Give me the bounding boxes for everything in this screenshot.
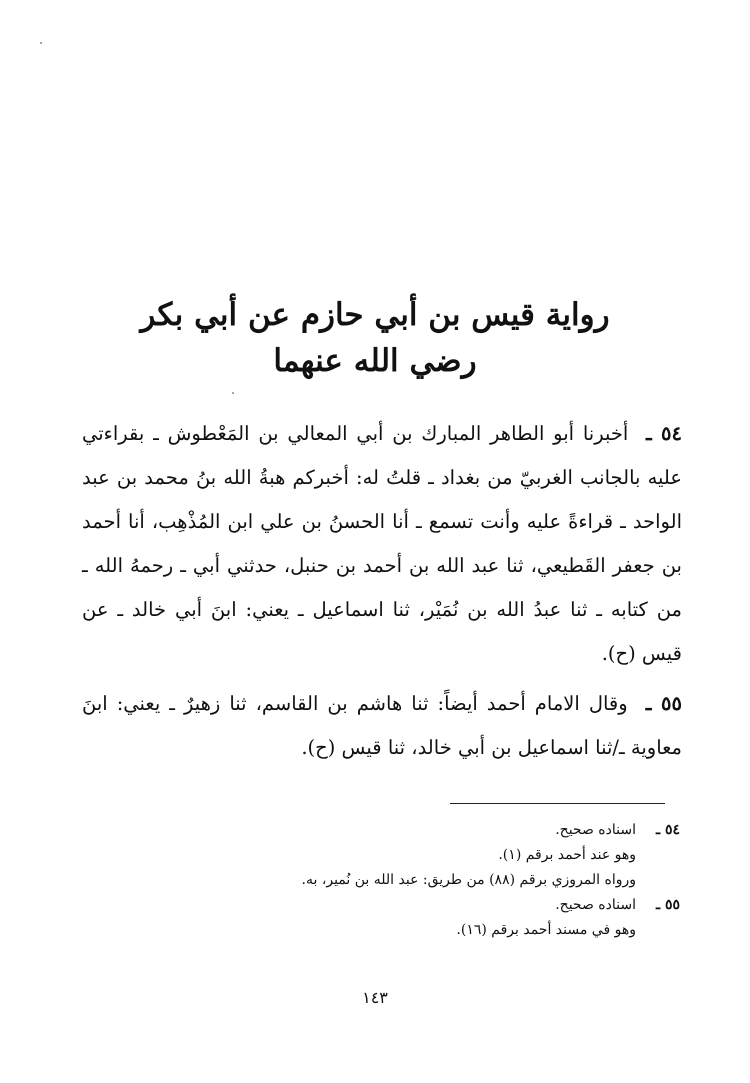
footnote-line: ورواه المروزي برقم (٨٨) من طريق: عبد الله بن نُمير، به. [301,872,636,888]
chapter-title-line-2: رضي الله عنهما [273,343,477,379]
footnote-line: اسناده صحيح. [555,897,636,913]
chapter-title [90,292,660,384]
chapter-title-line-1: رواية قيس بن أبي حازم عن أبي بكر [140,297,610,333]
footnotes [180,818,680,943]
body-text [82,412,682,770]
footnote-line: وهو عند أحمد برقم (١). [498,847,636,863]
footnote-line: وهو في مسند أحمد برقم (١٦). [456,922,636,938]
scan-speck [232,392,234,394]
footnote-number: ٥٥ ـ [655,897,680,913]
paragraph-number: ٥٥ ـ [645,692,682,715]
footnote-54 [180,818,680,893]
paragraph-text: وقال الامام أحمد أيضاً: ثنا هاشم بن القاسم، ثنا زهيرٌ ـ يعني: ابنَ معاوية ـ/ثنا اسماعيل بن أبي خالد، ثنا قيس (ح). [82,692,682,759]
paragraph-text: أخبرنا أبو الطاهر المبارك بن أبي المعالي بن المَعْطوش ـ بقراءتي عليه بالجانب الغربيّ من بغداد ـ قلتُ له: أخبركم هبةُ الله بنُ محمد بن عبد الواحد ـ قراءةً عليه وأنت تسمع ـ أنا الحسنُ بن علي ابن المُذْهِب، أنا أحمد بن جعفر القَطيعي، ثنا عبد الله بن أحمد بن حنبل، حدثني أبي ـ رحمهُ الله ـ من كتابه ـ ثنا عبدُ الله بن نُمَيْر، ثنا اسماعيل ـ يعني: ابنَ أبي خالد ـ عن قيس (ح). [82,422,682,665]
footnote-number: ٥٤ ـ [655,822,680,838]
paragraph-number: ٥٤ ـ [645,422,682,445]
page-number: ١٤٣ [362,988,388,1007]
scan-speck [40,42,42,44]
paragraph-54 [82,412,682,676]
paragraph-55 [82,682,682,770]
footnote-separator [450,803,665,804]
footnote-line: اسناده صحيح. [555,822,636,838]
footnote-55 [180,893,680,943]
